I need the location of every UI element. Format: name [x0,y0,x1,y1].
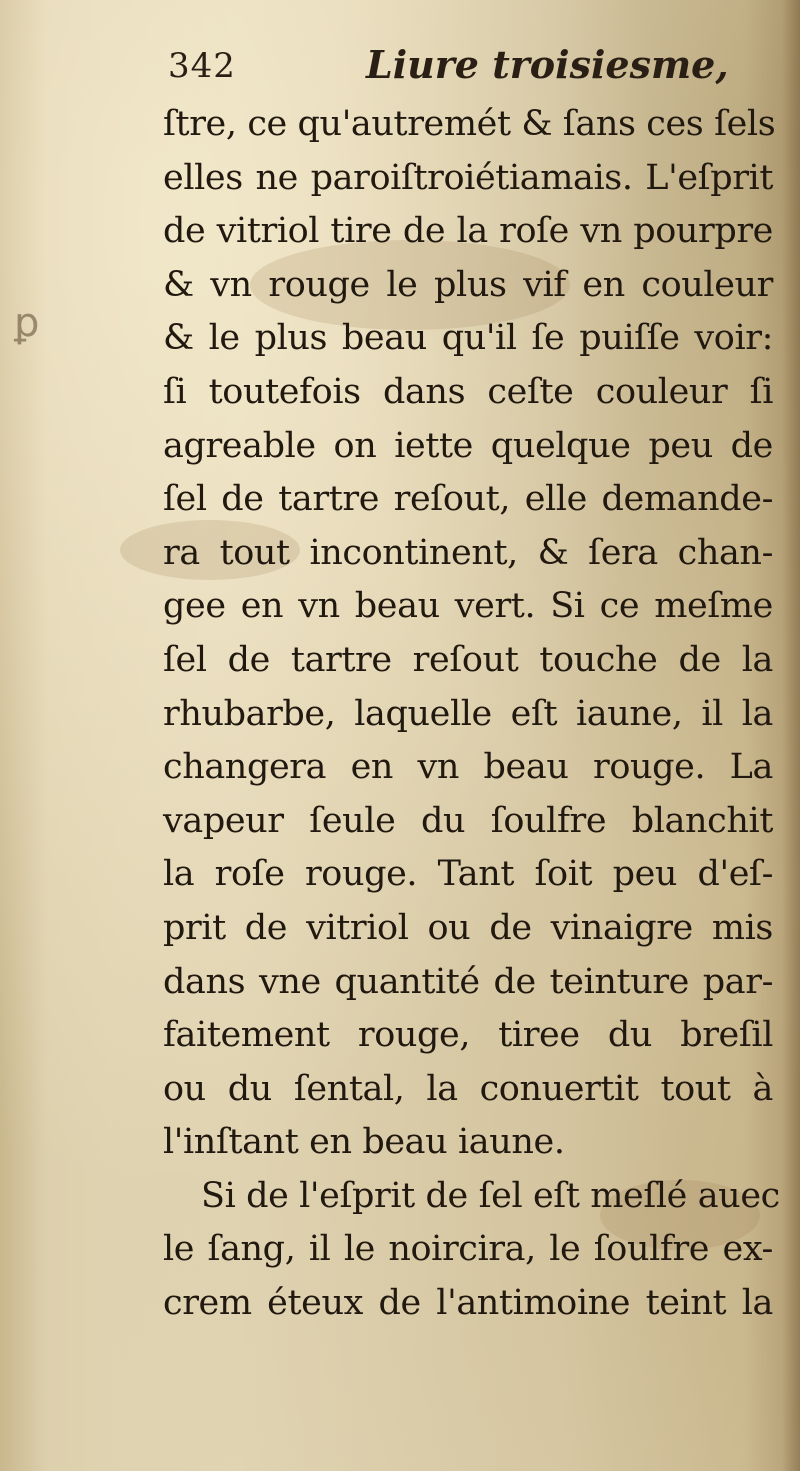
page-header [168,38,768,98]
running-title: Liure troisiesme, [366,42,729,87]
text-line: de vitriol tire de la roſe vn pourpre [163,211,773,252]
text-line: ſtre, ce qu'autremét & ſans ces ſels [163,104,776,144]
text-line: prit de vitriol ou de vinaigre mis [163,907,773,948]
text-line: ſi toutefois dans ceſte couleur ſi [163,371,773,412]
text-line: ſel de tartre reſout, elle demande- [163,479,773,520]
text-line: & vn rouge le plus vif en couleur [163,264,773,305]
text-line: crem éteux de l'antimoine teint la [163,1283,773,1324]
text-line: Si de l'eſprit de ſel eſt meſlé auec [201,1175,780,1216]
text-line: faitement rouge, tiree du breſil [163,1015,773,1056]
text-line: la roſe rouge. Tant ſoit peu d'eſ- [163,854,773,895]
margin-ink-mark: ꝑ [14,300,40,346]
text-line: agreable on iette quelque peu de [163,425,773,466]
text-line: gee en vn beau vert. Si ce meſme [163,586,773,627]
text-line: l'inſtant en beau iaune. [163,1122,565,1163]
text-line: vapeur ſeule du ſoulfre blanchit [163,800,773,841]
text-line: ſel de tartre reſout touche de la [163,639,773,680]
text-line: & le plus beau qu'il ſe puiſſe voir: [163,318,773,359]
text-line: le ſang, il le noircira, le ſoulfre ex- [163,1229,773,1270]
text-line: elles ne paroiſtroiétiamais. L'eſprit [163,157,773,198]
text-line: rhubarbe, laquelle eſt iaune, il la [163,693,773,734]
text-line: dans vne quantité de teinture par- [163,961,773,1002]
text-line: ra tout incontinent, & ſera chan- [163,532,773,573]
text-line: ou du ſental, la conuertit tout à [163,1068,773,1109]
page-number: 342 [168,46,236,86]
text-line: changera en vn beau rouge. La [163,747,773,788]
page-edge-shadow [782,0,800,1471]
body-text [163,98,780,1331]
